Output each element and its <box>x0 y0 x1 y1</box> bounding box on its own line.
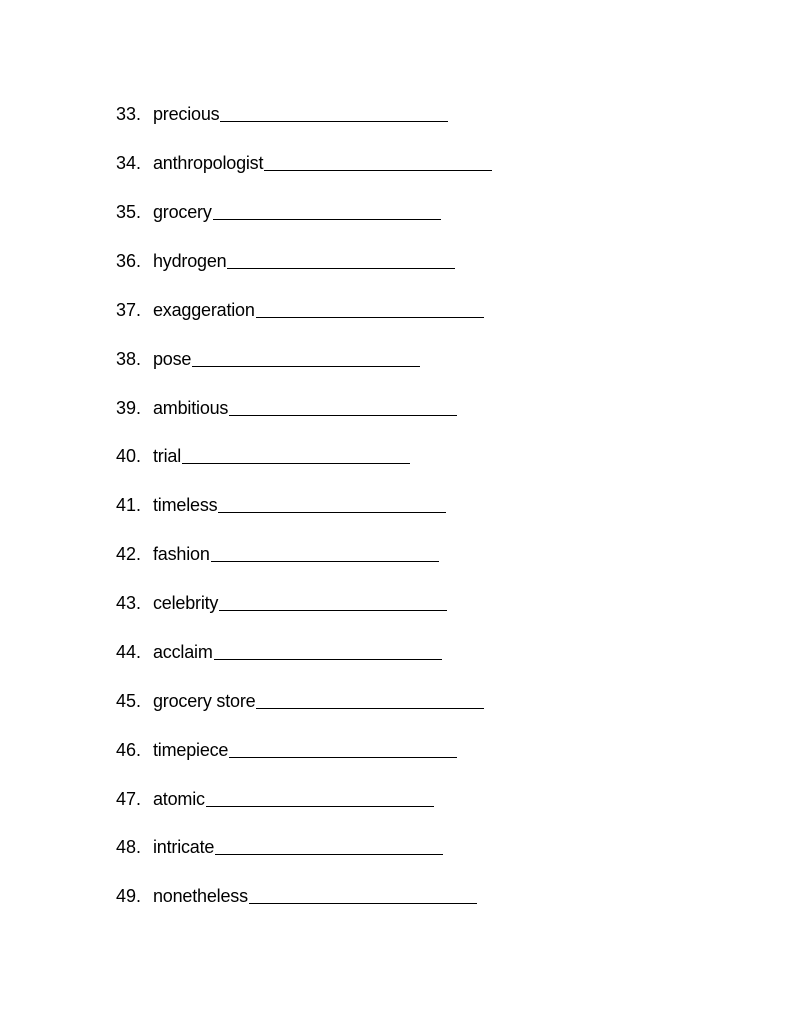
answer-blank[interactable] <box>215 853 443 855</box>
item-word: exaggeration <box>153 300 255 320</box>
worksheet-item <box>116 147 492 173</box>
worksheet-item <box>116 440 410 466</box>
worksheet-item <box>116 98 448 124</box>
worksheet-item <box>116 685 484 711</box>
item-number: 45. <box>116 691 142 711</box>
answer-blank[interactable] <box>264 169 492 171</box>
answer-blank[interactable] <box>229 414 457 416</box>
item-word: celebrity <box>153 593 219 613</box>
answer-blank[interactable] <box>218 511 446 513</box>
item-number: 36. <box>116 251 142 271</box>
item-word: hydrogen <box>153 251 227 271</box>
answer-blank[interactable] <box>182 462 410 464</box>
answer-blank[interactable] <box>213 218 441 220</box>
answer-blank[interactable] <box>227 267 455 269</box>
item-number: 40. <box>116 446 142 466</box>
answer-blank[interactable] <box>206 805 434 807</box>
item-number: 48. <box>116 837 142 857</box>
item-word: acclaim <box>153 642 213 662</box>
item-number: 41. <box>116 495 142 515</box>
worksheet-item <box>116 294 484 320</box>
item-number: 42. <box>116 544 142 564</box>
worksheet-item <box>116 392 457 418</box>
answer-blank[interactable] <box>214 658 442 660</box>
answer-blank[interactable] <box>256 316 484 318</box>
item-word: grocery store <box>153 691 256 711</box>
worksheet-item <box>116 538 439 564</box>
item-word: timeless <box>153 495 218 515</box>
answer-blank[interactable] <box>220 120 448 122</box>
worksheet-item <box>116 587 447 613</box>
answer-blank[interactable] <box>256 707 484 709</box>
item-word: trial <box>153 446 182 466</box>
answer-blank[interactable] <box>249 902 477 904</box>
worksheet-item <box>116 734 457 760</box>
worksheet-item <box>116 636 442 662</box>
item-word: timepiece <box>153 740 229 760</box>
worksheet-item <box>116 489 446 515</box>
item-word: intricate <box>153 837 215 857</box>
item-number: 46. <box>116 740 142 760</box>
item-number: 47. <box>116 789 142 809</box>
answer-blank[interactable] <box>219 609 447 611</box>
answer-blank[interactable] <box>229 756 457 758</box>
item-word: nonetheless <box>153 886 248 906</box>
item-word: fashion <box>153 544 210 564</box>
worksheet-item <box>116 245 455 271</box>
item-number: 37. <box>116 300 142 320</box>
item-number: 38. <box>116 349 142 369</box>
item-number: 33. <box>116 104 142 124</box>
item-number: 49. <box>116 886 142 906</box>
worksheet-item <box>116 343 420 369</box>
item-word: atomic <box>153 789 205 809</box>
answer-blank[interactable] <box>211 560 439 562</box>
worksheet-item <box>116 831 443 857</box>
worksheet-item <box>116 196 441 222</box>
answer-blank[interactable] <box>192 365 420 367</box>
item-number: 44. <box>116 642 142 662</box>
item-number: 43. <box>116 593 142 613</box>
worksheet-item <box>116 880 477 906</box>
worksheet-item <box>116 783 434 809</box>
item-number: 34. <box>116 153 142 173</box>
item-word: pose <box>153 349 192 369</box>
item-word: grocery <box>153 202 212 222</box>
item-number: 35. <box>116 202 142 222</box>
item-word: anthropologist <box>153 153 264 173</box>
item-word: ambitious <box>153 398 229 418</box>
item-word: precious <box>153 104 220 124</box>
item-number: 39. <box>116 398 142 418</box>
